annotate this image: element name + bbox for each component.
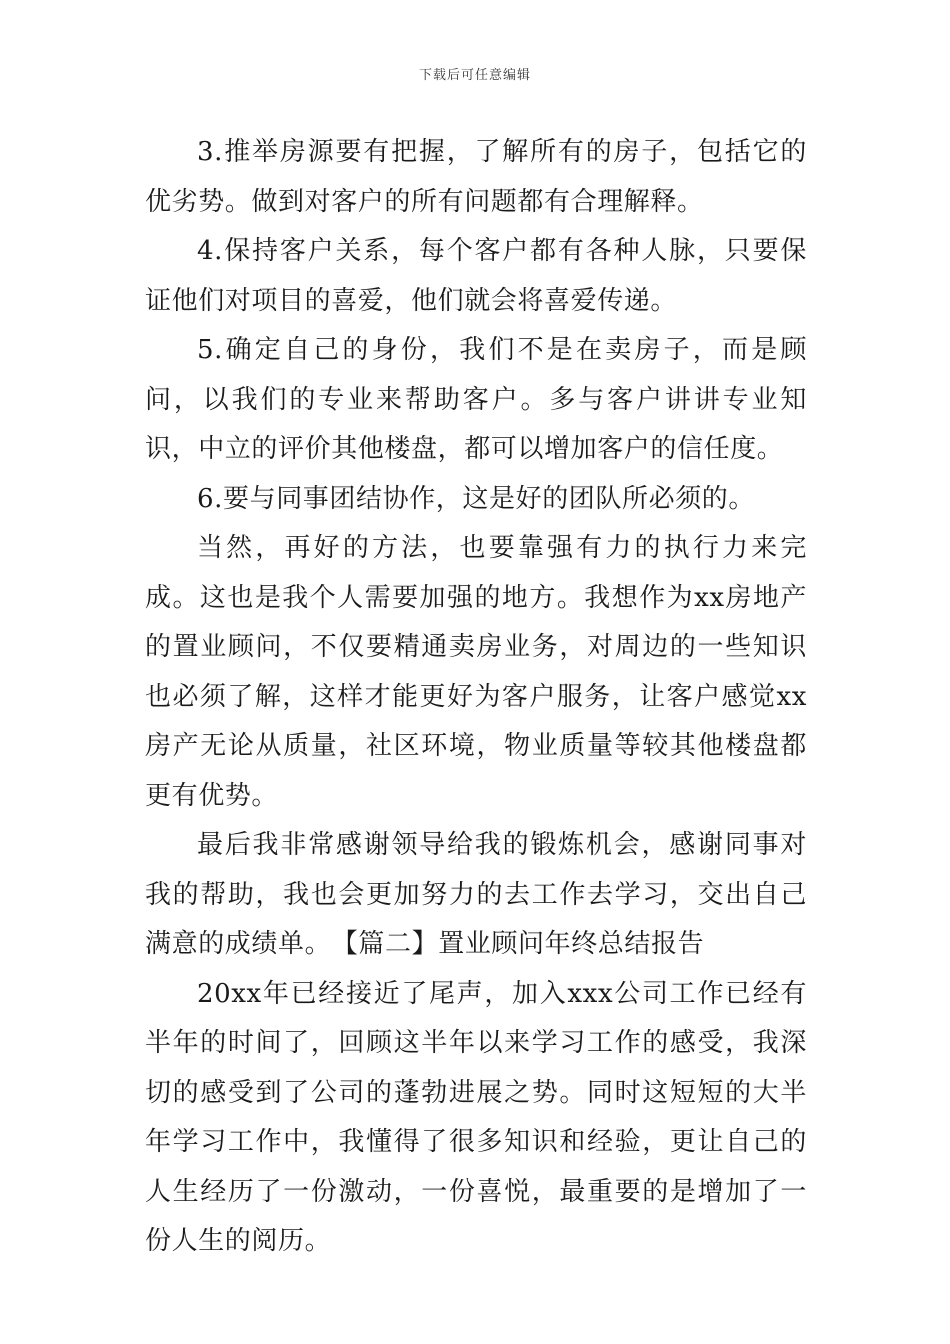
paragraph-item-6: 6.要与同事团结协作，这是好的团队所必须的。 — [197, 483, 756, 514]
paragraph-item-4: 4.保持客户关系，每个客户都有各种人脉，只要保证他们对项目的喜爱，他们就会将喜爱传递。 — [145, 236, 807, 316]
document-body — [145, 128, 807, 1267]
paragraph-execution: 当然，再好的方法，也要靠强有力的执行力来完成。这也是我个人需要加强的地方。我想作为xx房地产的置业顾问，不仅要精通卖房业务，对周边的一些知识也必须了解，这样才能更好为客户服务，让客户感觉xx房产无论从质量，社区环境，物业质量等较其他楼盘都更有优势。 — [145, 533, 807, 811]
paragraph-year-review: 20xx年已经接近了尾声，加入xxx公司工作已经有半年的时间了，回顾这半年以来学习工作的感受，我深切的感受到了公司的蓬勃进展之势。同时这短短的大半年学习工作中，我懂得了很多知识和经验，更让自己的人生经历了一份激动，一份喜悦，最重要的是增加了一份人生的阅历。 — [145, 978, 807, 1256]
paragraph-item-3: 3.推举房源要有把握，了解所有的房子，包括它的优劣势。做到对客户的所有问题都有合理解释。 — [145, 137, 807, 217]
page-header: 下载后可任意编辑 — [418, 68, 531, 83]
paragraph-thanks-and-section-title: 最后我非常感谢领导给我的锻炼机会，感谢同事对我的帮助，我也会更加努力的去工作去学习，交出自己满意的成绩单。 【篇二】置业顾问年终总结报告 — [145, 830, 807, 959]
paragraph-item-5: 5.确定自己的身份，我们不是在卖房子，而是顾问，以我们的专业来帮助客户。多与客户讲讲专业知识，中立的评价其他楼盘，都可以增加客户的信任度。 — [145, 335, 807, 464]
